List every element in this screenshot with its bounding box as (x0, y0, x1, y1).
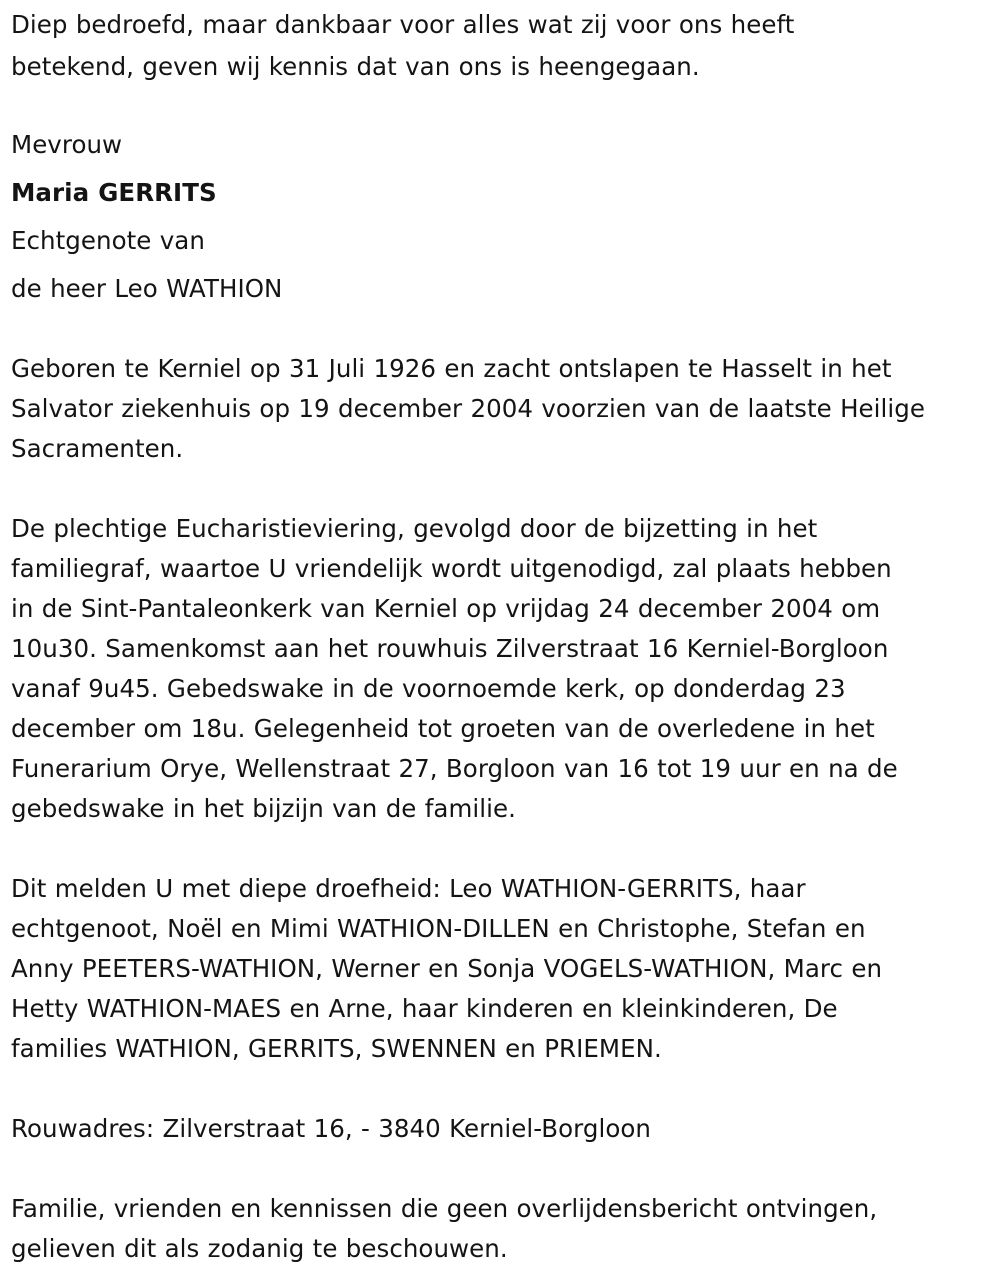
ceremony-line-5: vanaf 9u45. Gebedswake in de voornoemde kerk, op donderdag 23 (11, 674, 846, 703)
family-line-4: Hetty WATHION-MAES en Arne, haar kinderen en kleinkinderen, De (11, 994, 838, 1023)
ceremony-line-2: familiegraf, waartoe U vriendelijk wordt uitgenodigd, zal plaats hebben (11, 554, 892, 583)
birth-death-line-3: Sacramenten. (11, 434, 184, 463)
family-line-1: Dit melden U met diepe droefheid: Leo WATHION-GERRITS, haar (11, 874, 806, 903)
intro-line-2: betekend, geven wij kennis dat van ons is heengegaan. (11, 52, 700, 81)
deceased-name: Maria GERRITS (11, 178, 217, 207)
intro-line-1: Diep bedroefd, maar dankbaar voor alles wat zij voor ons heeft (11, 10, 795, 39)
ceremony-line-1: De plechtige Eucharistieviering, gevolgd door de bijzetting in het (11, 514, 818, 543)
birth-death-line-2: Salvator ziekenhuis op 19 december 2004 voorzien van de laatste Heilige (11, 394, 925, 423)
relation-line-1: Echtgenote van (11, 226, 205, 255)
family-line-2: echtgenoot, Noël en Mimi WATHION-DILLEN en Christophe, Stefan en (11, 914, 866, 943)
ceremony-line-4: 10u30. Samenkomst aan het rouwhuis Zilverstraat 16 Kerniel-Borgloon (11, 634, 889, 663)
ceremony-line-8: gebedswake in het bijzijn van de familie. (11, 794, 516, 823)
closing-line-1: Familie, vrienden en kennissen die geen overlijdensbericht ontvingen, (11, 1194, 878, 1223)
ceremony-line-7: Funerarium Orye, Wellenstraat 27, Borgloon van 16 tot 19 uur en na de (11, 754, 898, 783)
family-line-3: Anny PEETERS-WATHION, Werner en Sonja VOGELS-WATHION, Marc en (11, 954, 883, 983)
birth-death-line-1: Geboren te Kerniel op 31 Juli 1926 en zacht ontslapen te Hasselt in het (11, 354, 892, 383)
relation-line-2: de heer Leo WATHION (11, 274, 283, 303)
ceremony-line-3: in de Sint-Pantaleonkerk van Kerniel op vrijdag 24 december 2004 om (11, 594, 881, 623)
ceremony-line-6: december om 18u. Gelegenheid tot groeten van de overledene in het (11, 714, 875, 743)
mourning-address: Rouwadres: Zilverstraat 16, - 3840 Kerniel-Borgloon (11, 1114, 651, 1143)
closing-line-2: gelieven dit als zodanig te beschouwen. (11, 1234, 508, 1263)
family-line-5: families WATHION, GERRITS, SWENNEN en PRIEMEN. (11, 1034, 662, 1063)
honorific: Mevrouw (11, 130, 123, 159)
